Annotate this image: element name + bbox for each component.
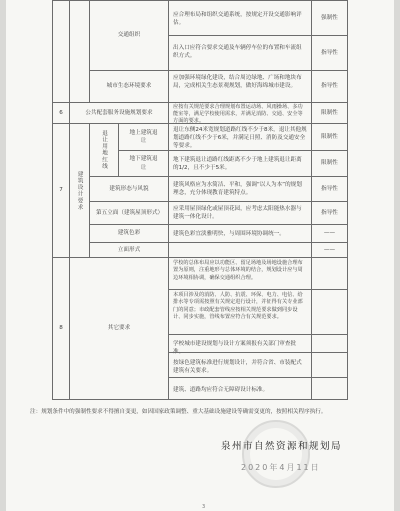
traffic-org-label: 交通组织 [89, 0, 169, 71]
row8-rule-4-type [311, 352, 348, 378]
issue-date: 2020年4月11日 [241, 463, 321, 472]
row8-rule-3-type [311, 334, 348, 353]
eco-rule: 应加强环境绿化建设，结合周边绿地、广场和地块布局，完成相关生态景观规划，做好海绵城市建设。 [168, 70, 312, 103]
row7-group [69, 123, 90, 258]
fifth-facade-rule: 应采用屋顶绿化或屋顶花园，应考虑太阳能热水器与建筑一体化设计。 [168, 201, 312, 225]
row8-name: 其它要求 [69, 257, 169, 400]
row7-number: 7 [52, 123, 70, 258]
traffic-rule-1-type: 强制性 [311, 0, 348, 36]
row7-group-label: 建筑设计要求 [76, 170, 83, 211]
below-ground-type: 限制性 [311, 150, 348, 177]
fifth-facade-label: 第五立面（建筑屋顶形式） [89, 201, 169, 225]
row6-name: 公共配套服务设施规划要求 [69, 102, 169, 124]
row8-rule-5: 建筑、道路均应符合无障碍设计标准。 [168, 377, 312, 400]
traffic-rule-1: 应合理布局和组织交通系统，按规定开设交通影响评估。 [168, 0, 312, 36]
traffic-rule-2-type: 指导性 [311, 35, 348, 71]
row8-rule-2-type [311, 289, 348, 335]
color-label: 建筑色彩 [89, 224, 169, 243]
below-ground-rule: 地下建筑退让道路红线距离不少于地上建筑退让距离的1/2，且不少于5米。 [168, 150, 312, 177]
eco-label: 城市生态环境要求 [89, 70, 169, 103]
row8-rule-5-type [311, 377, 348, 400]
fifth-facade-type: 指导性 [311, 201, 348, 225]
above-ground-type: 限制性 [311, 123, 348, 151]
row8-rule-4: 按绿色建筑标准进行规划设计，并符合省、市装配式建筑有关要求。 [168, 352, 312, 378]
row8-rule-1-type [311, 257, 348, 290]
document-page [6, 0, 394, 511]
color-type: —— [311, 224, 348, 243]
row6-type: 限制性 [311, 102, 348, 124]
form-type: 指导性 [311, 176, 348, 202]
table-cell-num-blank [52, 0, 70, 103]
row8-rule-1: 学校的总体布局应以功能区、留足场地及场地设施合理布置为原则，注重地形与总体环境的结合，规划设计应与周边环境相协调，确保交通组织合理。 [168, 257, 312, 290]
above-ground-label: 地上建筑退让 [118, 123, 169, 151]
setback-title [89, 123, 119, 177]
form-label: 建筑形态与风貌 [89, 176, 169, 202]
facade-label: 立面形式 [89, 242, 169, 258]
official-seal-icon [242, 420, 310, 488]
table-cell-name-blank [69, 0, 90, 103]
row8-rule-3: 学校城市建设规划与设计方案须报有关部门审查批准。 [168, 334, 312, 353]
below-ground-label: 地下建筑退让 [118, 150, 169, 177]
form-rule: 建筑风格应为水简洁、平和，强调“以人为本”的规划理念，充分体现教育建筑特点。 [168, 176, 312, 202]
facade-rule [168, 242, 312, 258]
eco-rule-type: 指导性 [311, 70, 348, 103]
footnote: 注：规划条件中的强制性要求不得擅自变更，如因国家政策调整、重大基础设施建设等确需变更的，按照相关程序执行。 [30, 409, 327, 415]
traffic-rule-2: 出入口应符合要求交通及车辆停车位的布置和车流组织方式。 [168, 35, 312, 71]
row6-number: 6 [52, 102, 70, 124]
page-number: 3 [202, 504, 206, 510]
row8-rule-2: 本项目涉及的消防、人防、抗震、环保、电力、电信、给排水等专项需按照有关规定进行设计，并征得有关专业部门的同意；市政配套管线应按相关规范要求做到同步设计、同步实施，管线布置应符合有关规范要求。 [168, 289, 312, 335]
color-rule: 建筑色彩宜淡雅明快，与周围环境协调统一。 [168, 224, 312, 243]
issuing-authority: 泉州市自然资源和规划局 [221, 441, 343, 452]
facade-type: —— [311, 242, 348, 258]
setback-title-label: 退让用地红线 [101, 130, 108, 170]
row8-number: 8 [52, 257, 70, 400]
row6-rule: 应按有关规范要求合理规划布置运动场、风雨操场、多功能室等，满足学校使用需求，并满足消防、交通、安全等方面的要求。 [168, 102, 312, 124]
above-ground-rule: 退让东侧24米宽规划道路红线不少于8米，退让其他规划道路红线不少于6米，并满足日照、消防及交通安全等要求。 [168, 123, 312, 151]
